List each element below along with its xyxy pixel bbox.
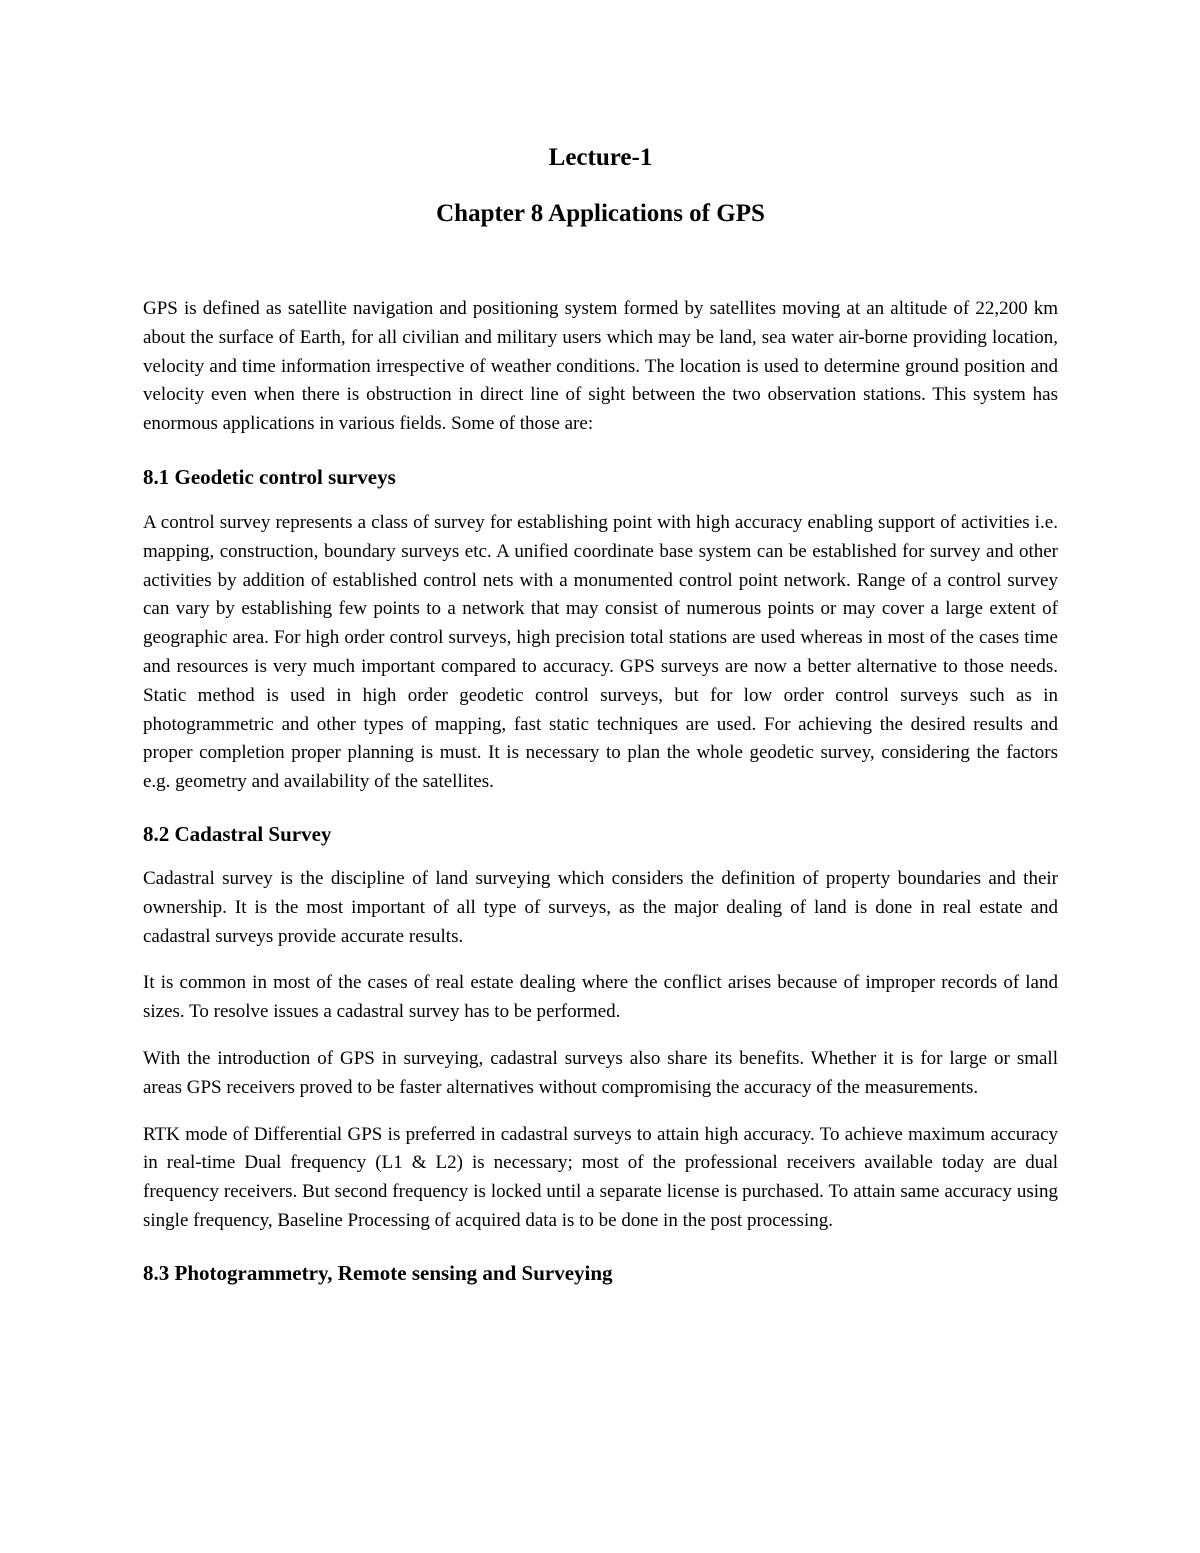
section-paragraph: It is common in most of the cases of real estate dealing where the conflict arises because of improper records of land sizes. To resolve issues a cadastral survey has to be performed.	[143, 972, 1058, 1023]
page-content	[143, 140, 1058, 1288]
section-photogrammetry-remote-sensing	[143, 1258, 1058, 1288]
section-paragraph: Cadastral survey is the discipline of land surveying which considers the definition of property boundaries and their ownership. It is the most important of all type of surveys, as the major dealing of land is done in real estate and cadastral surveys provide accurate results.	[143, 867, 1058, 947]
section-heading: 8.3 Photogrammetry, Remote sensing and Surveying	[143, 1260, 613, 1285]
chapter-title: Chapter 8 Applications of GPS	[436, 200, 765, 227]
section-heading: 8.1 Geodetic control surveys	[143, 464, 396, 489]
lecture-title: Lecture-1	[548, 144, 653, 171]
section-geodetic-control-surveys	[143, 462, 1058, 797]
section-heading: 8.2 Cadastral Survey	[143, 821, 332, 846]
section-paragraph: A control survey represents a class of survey for establishing point with high accuracy enabling support of activities i.e. mapping, construction, boundary surveys etc. A unified coordinate base system can be established for survey and other activities by addition of established control nets with a monumented control point network. Range of a control survey can vary by establishing few points to a network that may consist of numerous points or may cover a large extent of geographic area. For high order control surveys, high precision total stations are used whereas in most of the cases time and resources is very much important compared to accuracy. GPS surveys are now a better alternative to those needs. Static method is used in high order geodetic control surveys, but for low order control surveys such as in photogrammetric and other types of mapping, fast static techniques are used. For achieving the desired results and proper completion proper planning is must. It is necessary to plan the whole geodetic survey, considering the factors e.g. geometry and availability of the satellites.	[143, 511, 1058, 793]
intro-paragraph: GPS is defined as satellite navigation and positioning system formed by satellites moving at an altitude of 22,200 km about the surface of Earth, for all civilian and military users which may be land, sea water air-borne providing location, velocity and time information irrespective of weather conditions. The location is used to determine ground position and velocity even when there is obstruction in direct line of sight between the two observation stations. This system has enormous applications in various fields. Some of those are:	[143, 298, 1058, 435]
section-paragraph: RTK mode of Differential GPS is preferred in cadastral surveys to attain high accuracy. To achieve maximum accuracy in real-time Dual frequency (L1 & L2) is necessary; most of the professional receivers available today are dual frequency receivers. But second frequency is locked until a separate license is purchased. To attain same accuracy using single frequency, Baseline Processing of acquired data is to be done in the post processing.	[143, 1123, 1058, 1231]
section-cadastral-survey	[143, 819, 1058, 1236]
section-paragraph: With the introduction of GPS in surveying, cadastral surveys also share its benefits. Whether it is for large or small areas GPS receivers proved to be faster alternatives without compromising the accuracy of the measurements.	[143, 1047, 1058, 1098]
